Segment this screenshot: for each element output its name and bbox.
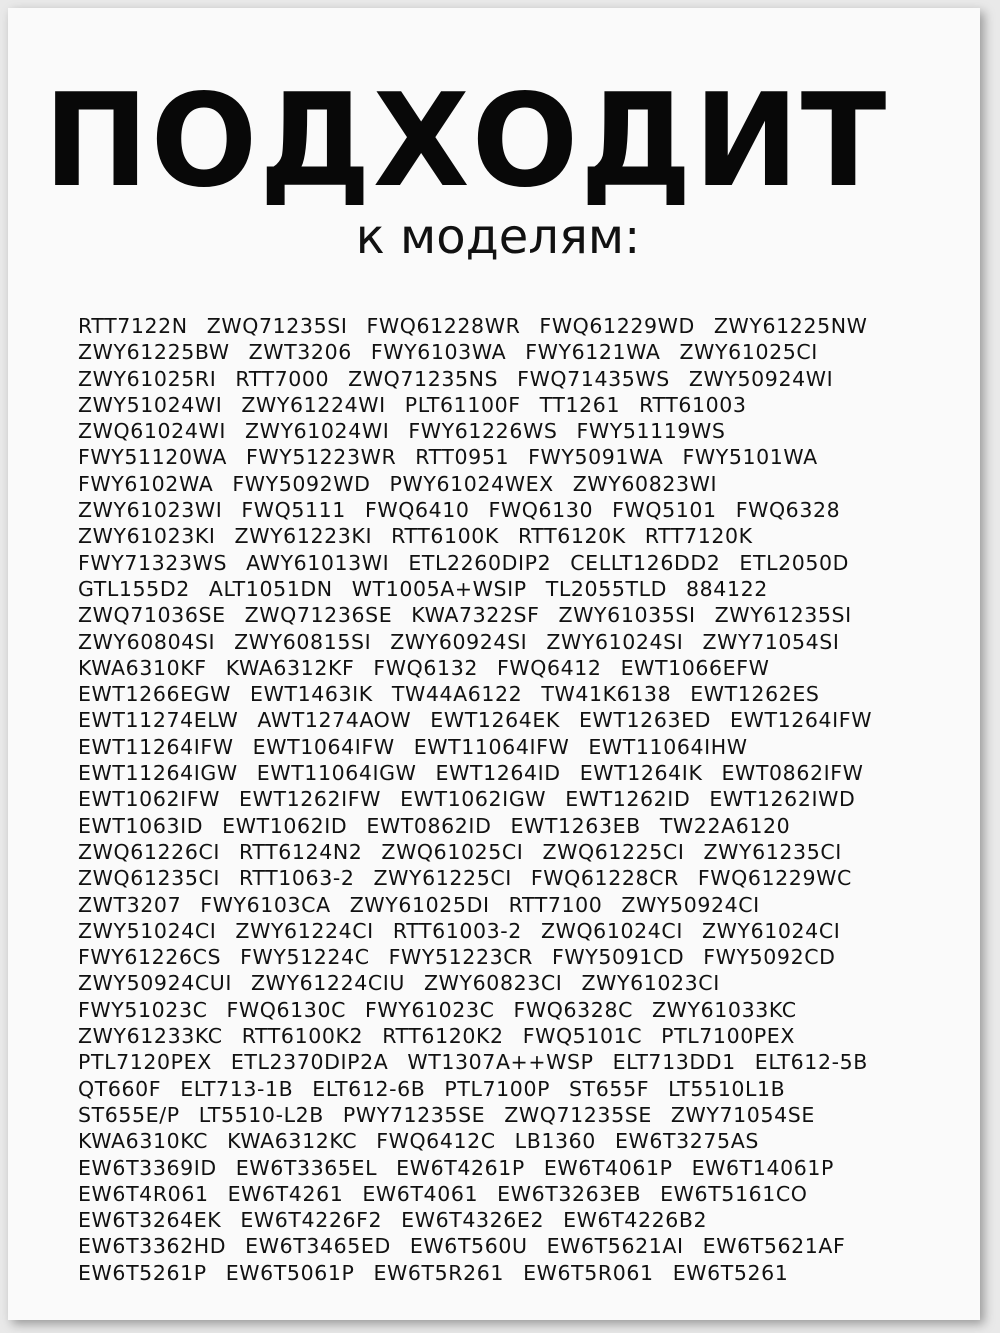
model-row <box>78 813 958 839</box>
model-code: ZWY61025CI <box>679 340 818 365</box>
model-code: EWT1062IFW <box>78 787 221 812</box>
model-code: ZWQ71036SE <box>78 603 226 628</box>
model-code: ZWQ71236SE <box>244 603 393 628</box>
model-code: EWT1063ID <box>78 813 204 838</box>
model-code: ZWY61225BW <box>78 340 230 365</box>
model-code: TW22A6120 <box>659 813 791 838</box>
model-code: FWY51119WS <box>576 419 726 444</box>
model-code: FWY61226CS <box>78 945 222 970</box>
page-title: ПОДХОДИТ <box>43 67 889 216</box>
model-row <box>78 839 958 865</box>
model-code: EW6T5261P <box>78 1260 207 1285</box>
model-code: ALT1051DN <box>208 576 333 601</box>
model-code: ZWQ61024CI <box>540 918 683 943</box>
model-code: TW44A6122 <box>391 682 523 707</box>
model-code: RTT1063-2 <box>239 866 355 891</box>
model-code: FWY51224C <box>240 945 370 970</box>
model-code: FWY51223WR <box>245 445 397 470</box>
model-code: PWY71235SE <box>342 1102 486 1127</box>
model-code: FWQ6328C <box>513 997 633 1022</box>
model-code: KWA6312KF <box>225 655 355 680</box>
model-code: WT1307A++WSP <box>407 1050 594 1075</box>
model-code: LT5510L1B <box>668 1076 786 1101</box>
model-code: WT1005A+WSIP <box>351 576 527 601</box>
model-row <box>78 1207 958 1233</box>
model-code: EW6T560U <box>409 1234 528 1259</box>
model-code: FWY6103WA <box>370 340 507 365</box>
model-code: EWT1266EGW <box>78 682 232 707</box>
model-code: PTL7100PEX <box>661 1024 796 1049</box>
model-code: EWT1062ID <box>222 813 348 838</box>
model-code: ZWQ71235SE <box>504 1102 652 1127</box>
model-row <box>78 734 958 760</box>
model-code: ELT612-5B <box>754 1050 868 1075</box>
model-code: EW6T5261 <box>672 1260 789 1285</box>
model-code: EWT1263ED <box>578 708 712 733</box>
model-code: EWT1062IGW <box>400 787 547 812</box>
model-code: EWT1264EK <box>430 708 560 733</box>
model-code: FWQ6130 <box>488 498 594 523</box>
model-code: ZWY61035SI <box>558 603 696 628</box>
model-row <box>78 392 958 418</box>
model-code: EW6T3264EK <box>78 1208 222 1233</box>
model-code: KWA6310KC <box>78 1129 209 1154</box>
model-code: RTT6120K2 <box>382 1024 504 1049</box>
model-row <box>78 497 958 523</box>
model-code: EWT1262IFW <box>239 787 382 812</box>
model-row <box>78 1155 958 1181</box>
model-code: EW6T5061P <box>225 1260 355 1285</box>
model-code: FWY51023C <box>78 997 208 1022</box>
model-code: FWQ5101 <box>612 498 717 523</box>
model-row <box>78 444 958 470</box>
model-code: ZWQ61226CI <box>78 839 221 864</box>
model-code: ZWT3207 <box>78 892 182 917</box>
model-code: PTL7120PEX <box>78 1050 212 1075</box>
model-code: EWT1262ES <box>690 682 820 707</box>
model-code: FWY61023C <box>365 997 495 1022</box>
model-code: ZWY61033KC <box>652 997 797 1022</box>
model-code: RTT6124N2 <box>239 839 363 864</box>
model-code: RTT61003-2 <box>392 918 522 943</box>
model-row <box>78 1049 958 1075</box>
model-code: FWY6102WA <box>78 471 214 496</box>
model-code: FWY6121WA <box>525 340 661 365</box>
model-row <box>78 576 958 602</box>
model-code: ZWY60924SI <box>390 629 528 654</box>
model-code: EW6T3263EB <box>497 1181 642 1206</box>
model-list <box>78 313 958 1286</box>
model-code: EWT1066EFW <box>620 655 770 680</box>
model-code: ZWY61025DI <box>349 892 490 917</box>
model-code: FWQ71435WS <box>517 366 670 391</box>
model-code: ZWY61023KI <box>78 524 216 549</box>
model-code: EW6T5161CO <box>660 1181 808 1206</box>
model-code: FWQ6130C <box>226 997 346 1022</box>
model-code: EWT1263EB <box>510 813 641 838</box>
model-row <box>78 1233 958 1259</box>
model-code: EWT11264IFW <box>78 734 234 759</box>
model-code: ZWY61024CI <box>701 918 841 943</box>
model-code: ZWY60823WI <box>572 471 718 496</box>
model-code: EWT1262IWD <box>709 787 856 812</box>
model-code: EW6T3465ED <box>245 1234 391 1259</box>
model-row <box>78 313 958 339</box>
model-code: EW6T3275AS <box>614 1129 759 1154</box>
model-row <box>78 786 958 812</box>
model-code: ZWY61225CI <box>373 866 512 891</box>
model-code: TT1261 <box>539 392 621 417</box>
model-code: EWT11064IFW <box>413 734 570 759</box>
model-code: RTT6100K2 <box>241 1024 364 1049</box>
model-code: ZWY60823CI <box>424 971 563 996</box>
model-row <box>78 339 958 365</box>
model-code: ZWY50924CI <box>621 892 760 917</box>
model-code: ZWY50924CUI <box>78 971 233 996</box>
model-code: EW6T4261 <box>227 1181 344 1206</box>
model-code: ELT713-1B <box>180 1076 294 1101</box>
page-subtitle: к моделям: <box>355 209 641 265</box>
model-code: EW6T4061P <box>543 1155 673 1180</box>
model-code: FWQ6328 <box>735 498 841 523</box>
model-code: RTT7122N <box>78 314 188 338</box>
model-code: ZWY61233KC <box>78 1024 223 1049</box>
model-code: FWY71323WS <box>78 550 228 575</box>
model-code: RTT6100K <box>391 524 499 549</box>
model-code: EWT11264IGW <box>78 761 238 786</box>
model-code: EW6T5621AF <box>702 1234 846 1259</box>
model-code: FWY5091WA <box>528 445 664 470</box>
model-code: EW6T4226F2 <box>240 1208 383 1233</box>
model-code: EW6T3362HD <box>78 1234 227 1259</box>
document-card <box>8 8 980 1320</box>
model-code: FWY5092CD <box>703 945 836 970</box>
model-code: EW6T3369ID <box>78 1155 217 1180</box>
model-row <box>78 760 958 786</box>
model-code: EW6T3365EL <box>235 1155 378 1180</box>
model-code: LT5510-L2B <box>198 1102 324 1127</box>
model-row <box>78 1023 958 1049</box>
model-code: EW6T4326E2 <box>401 1208 545 1233</box>
model-row <box>78 523 958 549</box>
model-code: EW6T4261P <box>396 1155 525 1180</box>
model-code: EWT11064IGW <box>256 761 417 786</box>
model-code: ST655E/P <box>78 1102 180 1127</box>
model-code: ZWY60815SI <box>234 629 372 654</box>
model-code: FWQ5111 <box>241 498 346 523</box>
model-code: ZWQ71235NS <box>348 366 499 391</box>
model-code: EW6T4226B2 <box>563 1208 708 1233</box>
model-code: ZWQ61024WI <box>78 419 226 444</box>
model-code: KWA7322SF <box>411 603 540 628</box>
model-code: RTT7100 <box>508 892 603 917</box>
model-row <box>78 681 958 707</box>
model-code: EW6T4R061 <box>78 1181 209 1206</box>
model-code: ZWY61023WI <box>78 498 223 523</box>
model-code: ST655F <box>569 1076 650 1101</box>
model-code: AWT1274AOW <box>257 708 412 733</box>
model-code: ZWY61235SI <box>714 603 852 628</box>
model-row <box>78 892 958 918</box>
model-code: ZWY50924WI <box>688 366 834 391</box>
model-code: ETL2050D <box>739 550 850 575</box>
model-code: ZWY61224WI <box>241 392 386 417</box>
model-code: FWY51120WA <box>78 445 227 470</box>
model-code: TL2055TLD <box>545 576 668 601</box>
model-code: PWY61024WEX <box>389 471 554 496</box>
model-row <box>78 1076 958 1102</box>
model-code: FWY5092WD <box>232 471 371 496</box>
model-code: EWT1064IFW <box>252 734 395 759</box>
model-code: ZWY51024CI <box>78 918 217 943</box>
model-row <box>78 471 958 497</box>
model-code: EW6T5621AI <box>546 1234 684 1259</box>
model-row <box>78 1181 958 1207</box>
model-code: FWQ61228WR <box>366 314 521 338</box>
model-code: KWA6312KC <box>227 1129 358 1154</box>
model-code: FWQ6412 <box>496 655 602 680</box>
model-row <box>78 1128 958 1154</box>
model-code: FWY6103CA <box>200 892 331 917</box>
model-code: FWQ5101C <box>522 1024 643 1049</box>
model-code: ZWY61225NW <box>713 314 868 338</box>
model-code: FWQ61229WD <box>539 314 695 338</box>
model-code: ZWY60804SI <box>78 629 216 654</box>
model-code: EWT0862ID <box>366 813 492 838</box>
model-code: ZWQ61235CI <box>78 866 221 891</box>
model-code: ZWQ61025CI <box>381 839 524 864</box>
model-row <box>78 997 958 1023</box>
model-row <box>78 629 958 655</box>
model-code: ZWQ61225CI <box>542 839 685 864</box>
model-code: AWY61013WI <box>246 550 390 575</box>
model-code: EWT1264IK <box>579 761 703 786</box>
model-row <box>78 970 958 996</box>
model-code: FWY5091CD <box>552 945 685 970</box>
model-code: EW6T4061 <box>362 1181 479 1206</box>
model-code: ZWY61224CIU <box>251 971 406 996</box>
model-code: ZWY61024SI <box>546 629 684 654</box>
model-code: EW6T5R061 <box>523 1260 654 1285</box>
model-code: RTT7000 <box>235 366 330 391</box>
model-code: EWT1264IFW <box>730 708 873 733</box>
model-code: QT660F <box>78 1076 162 1101</box>
model-code: ZWQ71235SI <box>206 314 348 338</box>
model-code: RTT0951 <box>415 445 510 470</box>
model-code: FWY5101WA <box>682 445 818 470</box>
model-code: EWT11274ELW <box>78 708 239 733</box>
model-code: ETL2370DIP2A <box>230 1050 389 1075</box>
model-row <box>78 944 958 970</box>
model-code: EWT1463IK <box>250 682 373 707</box>
model-code: EW6T5R261 <box>373 1260 505 1285</box>
model-code: EW6T14061P <box>691 1155 834 1180</box>
model-code: ZWY71054SI <box>702 629 840 654</box>
model-code: TW41K6138 <box>541 682 672 707</box>
model-code: PLT61100F <box>404 392 521 417</box>
model-code: PTL7100P <box>444 1076 551 1101</box>
model-code: ZWT3206 <box>248 340 352 365</box>
model-code: FWQ61229WC <box>697 866 852 891</box>
model-code: ZWY61025RI <box>78 366 217 391</box>
model-row <box>78 602 958 628</box>
model-code: CELLT126DD2 <box>570 550 721 575</box>
model-row <box>78 655 958 681</box>
model-code: GTL155D2 <box>78 576 190 601</box>
model-row <box>78 418 958 444</box>
model-code: KWA6310KF <box>78 655 207 680</box>
model-code: ZWY71054SE <box>670 1102 815 1127</box>
model-code: ZWY51024WI <box>78 392 223 417</box>
model-code: FWY61226WS <box>408 419 558 444</box>
model-row <box>78 1102 958 1128</box>
model-row <box>78 366 958 392</box>
model-code: RTT6120K <box>517 524 626 549</box>
model-code: EWT0862IFW <box>721 761 864 786</box>
model-code: RTT61003 <box>639 392 747 417</box>
model-code: ZWY61024WI <box>244 419 390 444</box>
model-code: FWQ6412C <box>376 1129 496 1154</box>
model-code: EWT1264ID <box>435 761 561 786</box>
model-code: FWY51223CR <box>388 945 533 970</box>
model-row <box>78 865 958 891</box>
model-code: RTT7120K <box>644 524 753 549</box>
model-code: ELT612-6B <box>312 1076 426 1101</box>
model-code: FWQ6410 <box>364 498 470 523</box>
model-code: ETL2260DIP2 <box>408 550 552 575</box>
model-row <box>78 707 958 733</box>
model-row <box>78 1260 958 1286</box>
model-code: FWQ61228CR <box>530 866 679 891</box>
model-code: ZWY61223KI <box>234 524 373 549</box>
model-code: LB1360 <box>514 1129 596 1154</box>
model-code: ELT713DD1 <box>612 1050 736 1075</box>
model-code: EWT11064IHW <box>588 734 748 759</box>
model-code: EWT1262ID <box>565 787 691 812</box>
model-code: 884122 <box>686 576 768 601</box>
model-row <box>78 918 958 944</box>
model-code: ZWY61023CI <box>581 971 720 996</box>
model-row <box>78 550 958 576</box>
model-code: ZWY61224CI <box>235 918 374 943</box>
model-code: FWQ6132 <box>373 655 478 680</box>
model-code: ZWY61235CI <box>703 839 842 864</box>
